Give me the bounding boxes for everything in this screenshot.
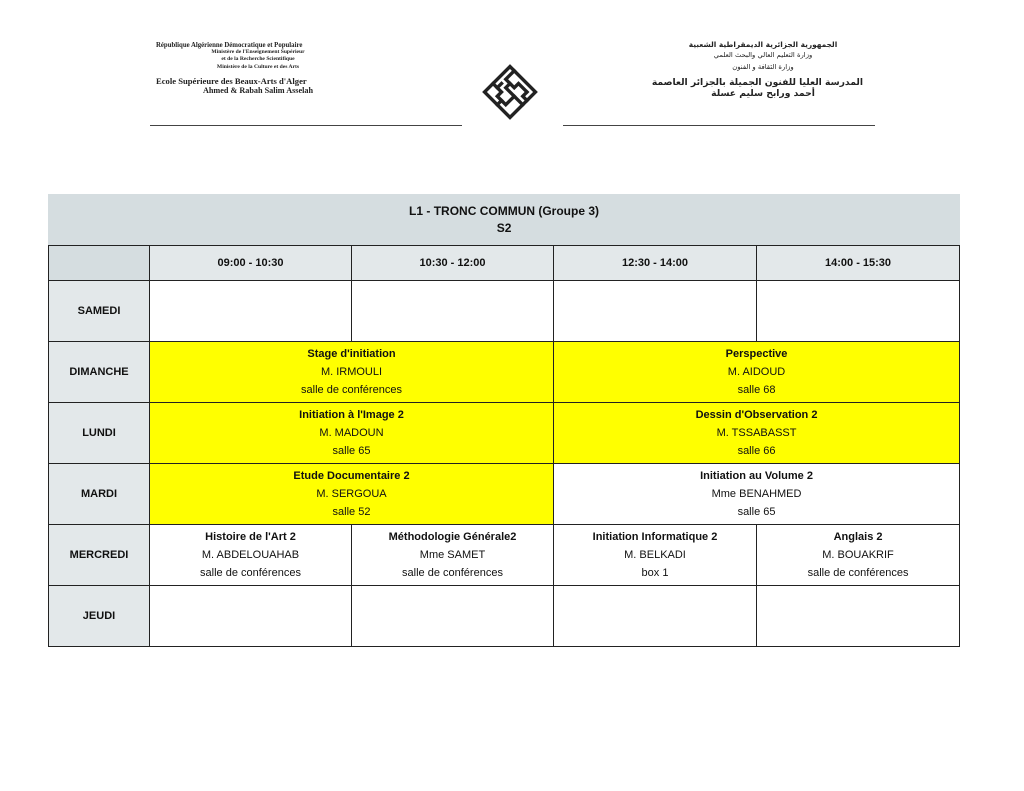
course-teacher: M. BOUAKRIF (822, 549, 894, 561)
day-row-samedi (49, 281, 960, 342)
ministry-higher-ed-fr: Ministère de l'Enseignement Supérieur (211, 49, 305, 55)
course-room: salle 66 (737, 445, 776, 457)
letterhead-french (158, 42, 358, 95)
course-cell-anglais (757, 525, 960, 586)
course-room: salle 68 (737, 384, 776, 396)
republic-name-fr: République Algérienne Démocratique et Populaire (156, 42, 303, 49)
course-title: Stage d'initiation (307, 348, 396, 360)
ministry-culture-fr: Ministère de la Culture et des Arts (216, 63, 300, 70)
course-room: salle de conférences (301, 384, 402, 396)
empty-slot (757, 281, 960, 342)
course-teacher: Mme SAMET (419, 549, 486, 561)
course-title: Méthodologie Générale2 (388, 531, 517, 543)
timetable (48, 194, 960, 647)
course-title: Initiation Informatique 2 (592, 531, 718, 543)
semester-label: S2 (496, 221, 512, 235)
slot-header-2: 10:30 - 12:00 (352, 246, 554, 281)
empty-slot (150, 281, 352, 342)
course-title: Anglais 2 (833, 531, 883, 543)
empty-slot (554, 281, 757, 342)
empty-slot (150, 586, 352, 647)
course-cell-perspective (554, 342, 960, 403)
day-label-dimanche: DIMANCHE (49, 342, 150, 403)
course-teacher: M. BELKADI (624, 549, 686, 561)
corner-cell (49, 246, 150, 281)
day-label-lundi: LUNDI (49, 403, 150, 464)
school-dedication-ar: أحمد ورابح سليم عسلة (711, 88, 815, 99)
time-slot-row (49, 246, 960, 281)
letterhead-arabic (651, 40, 863, 99)
course-room: salle 52 (332, 506, 371, 518)
day-row-dimanche (49, 342, 960, 403)
day-row-lundi (49, 403, 960, 464)
day-label-samedi: SAMEDI (49, 281, 150, 342)
school-name-fr: Ecole Supérieure des Beaux-Arts d'Alger (156, 76, 307, 87)
empty-slot (554, 586, 757, 647)
course-cell-methodologie (352, 525, 554, 586)
day-row-mardi (49, 464, 960, 525)
slot-header-4: 14:00 - 15:30 (757, 246, 960, 281)
empty-slot (757, 586, 960, 647)
republic-name-ar: الجمهورية الجزائرية الديمقراطية الشعبية (688, 40, 838, 49)
course-teacher: M. ABDELOUAHAB (201, 549, 300, 561)
timetable-title (49, 195, 960, 246)
empty-slot (352, 281, 554, 342)
group-title: L1 - TRONC COMMUN (Groupe 3) (409, 204, 600, 218)
course-cell-histoire-art (150, 525, 352, 586)
course-room: salle 65 (332, 445, 371, 457)
course-room: salle de conférences (402, 567, 503, 579)
course-title: Perspective (725, 348, 788, 360)
course-cell-dessin-observation (554, 403, 960, 464)
kufic-knot-logo (478, 60, 542, 124)
course-title: Dessin d'Observation 2 (695, 409, 818, 421)
empty-slot (352, 586, 554, 647)
ministry-culture-ar: وزارة الثقافة و الفنون (732, 63, 794, 71)
course-teacher: M. TSSABASST (716, 427, 797, 439)
slot-header-3: 12:30 - 14:00 (554, 246, 757, 281)
day-row-mercredi (49, 525, 960, 586)
course-cell-informatique (554, 525, 757, 586)
day-label-mardi: MARDI (49, 464, 150, 525)
course-title: Initiation à l'Image 2 (299, 409, 404, 421)
course-cell-initiation-volume (554, 464, 960, 525)
course-cell-stage-initiation (150, 342, 554, 403)
school-dedication-fr: Ahmed & Rabah Salim Asselah (202, 86, 314, 96)
day-label-mercredi: MERCREDI (49, 525, 150, 586)
course-teacher: M. SERGOUA (316, 488, 387, 500)
course-teacher: M. MADOUN (319, 427, 384, 439)
letterhead-divider-left (150, 125, 462, 126)
day-label-jeudi: JEUDI (49, 586, 150, 647)
course-title: Histoire de l'Art 2 (205, 531, 296, 543)
course-title: Etude Documentaire 2 (293, 470, 410, 482)
course-room: salle 65 (737, 506, 776, 518)
course-room: salle de conférences (200, 567, 301, 579)
course-room: box 1 (641, 567, 669, 579)
ministry-research-fr: et de la Recherche Scientifique (221, 56, 295, 63)
letterhead-divider-right (563, 125, 875, 126)
day-row-jeudi (49, 586, 960, 647)
course-title: Initiation au Volume 2 (700, 470, 813, 482)
ministry-higher-ed-ar: وزارة التعليم العالي والبحث العلمي (713, 51, 813, 59)
course-room: salle de conférences (807, 567, 909, 579)
course-teacher: M. AIDOUD (727, 366, 786, 378)
course-cell-initiation-image (150, 403, 554, 464)
slot-header-1: 09:00 - 10:30 (150, 246, 352, 281)
course-teacher: Mme BENAHMED (711, 488, 802, 500)
course-cell-etude-documentaire (150, 464, 554, 525)
school-name-ar: المدرسة العليا للفنون الجميلة بالجزائر العاصمة (651, 77, 863, 88)
course-teacher: M. IRMOULI (320, 366, 383, 378)
letterhead (150, 30, 875, 138)
